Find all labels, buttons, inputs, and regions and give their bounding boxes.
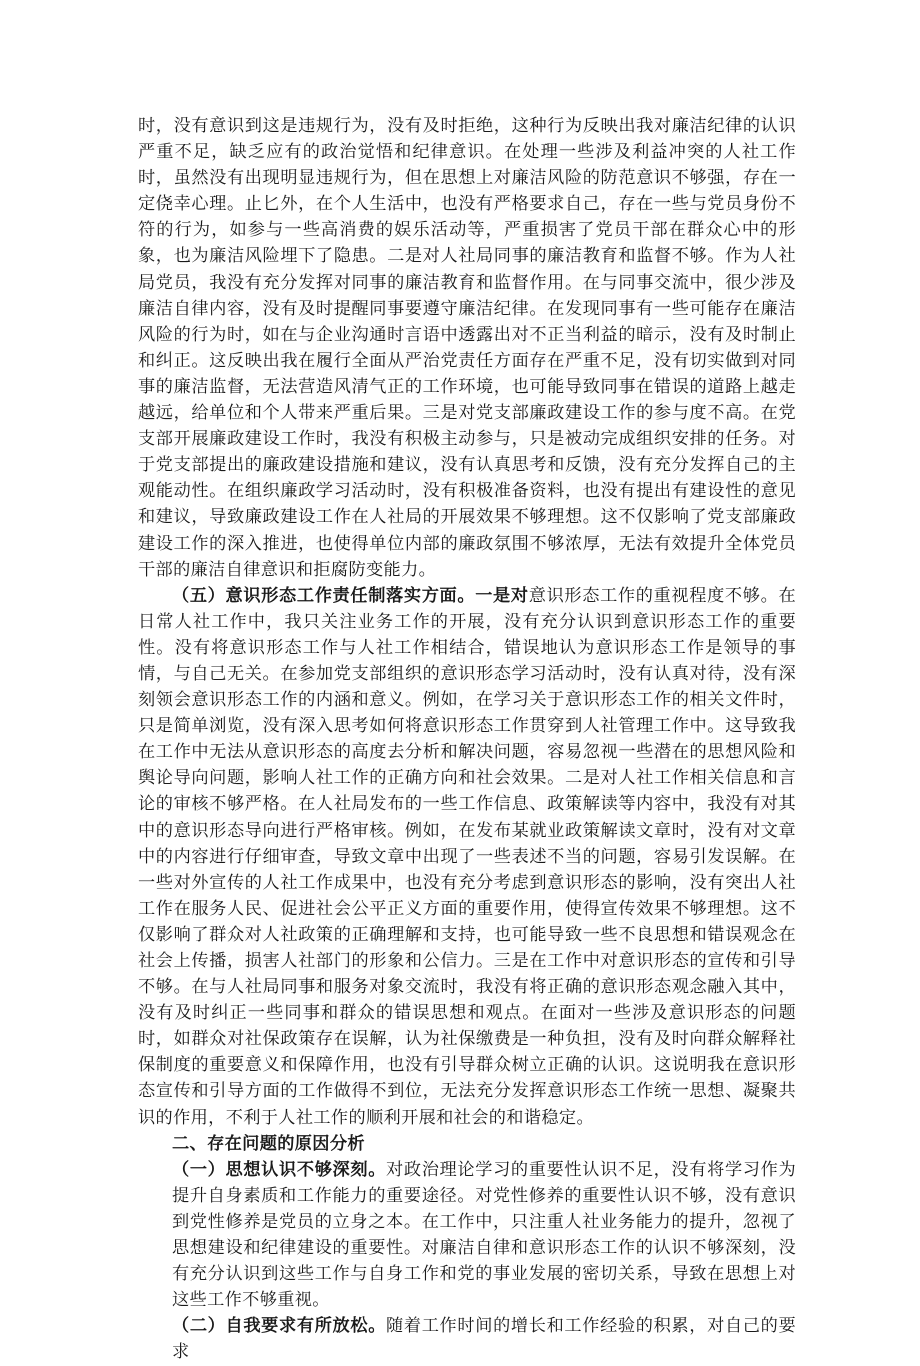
paragraph-ideology-responsibility [138,583,796,1131]
document-page [138,113,796,1366]
paragraph-discipline-continued: 时，没有意识到这是违规行为，没有及时拒绝，这种行为反映出我对廉洁纪律的认识严重不足，缺乏应有的政治觉悟和纪律意识。在处理一些涉及利益冲突的人社工作时，虽然没有出现明显违规行为，但在思想上对廉洁风险的防范意识不够强，存在一定侥幸心理。止匕外，在个人生活中，也没有严格要求自己，存在一些与党员身份不符的行为，如参与一些高消费的娱乐活动等，严重损害了党员干部在群众心中的形象，也为廉洁风险埋下了隐患。二是对人社局同事的廉洁教育和监督不够。作为人社局党员，我没有充分发挥对同事的廉洁教育和监督作用。在与同事交流中，很少涉及廉洁自律内容，没有及时提醒同事要遵守廉洁纪律。在发现同事有一些可能存在廉洁风险的行为时，如在与企业沟通时言语中透露出对不正当利益的暗示，没有及时制止和纠正。这反映出我在履行全面从严治党责任方面存在严重不足，没有切实做到对同事的廉洁监督，无法营造风清气正的工作环境，也可能导致同事在错误的道路上越走越远，给单位和个人带来严重后果。三是对党支部廉政建设工作的参与度不高。在党支部开展廉政建设工作时，我没有积极主动参与，只是被动完成组织安排的任务。对于党支部提出的廉政建设措施和建议，没有认真思考和反馈，没有充分发挥自己的主观能动性。在组织廉政学习活动时，没有积极准备资料，也没有提出有建设性的意见和建议，导致廉政建设工作在人社局的开展效果不够理想。这不仅影响了党支部廉政建设工作的深入推进，也使得单位内部的廉政氛围不够浓厚，无法有效提升全体党员干部的廉洁自律意识和拒腐防变能力。 [138,116,796,580]
section-heading-two: （二）自我要求有所放松。 [172,1316,387,1337]
paragraph-ideology-text: 意识形态工作的重视程度不够。在日常人社工作中，我只关注业务工作的开展，没有充分认识到意识形态工作的重要性。没有将意识形态工作与人社工作相结合，错误地认为意识形态工作是领导的事情，与自己无关。在参加党支部组织的意识形态学习活动时，没有认真对待，没有深刻领会意识形态工作的内涵和意义。例如，在学习关于意识形态工作的相关文件时，只是简单浏览，没有深入思考如何将意识形态工作贯穿到人社管理工作中。这导致我在工作中无法从意识形态的高度去分析和解决问题，容易忽视一些潜在的思想风险和舆论导向问题，影响人社工作的正确方向和社会效果。二是对人社工作相关信息和言论的审核不够严格。在人社局发布的一些工作信息、政策解读等内容中，我没有对其中的意识形态导向进行严格审核。例如，在发布某就业政策解读文章时，没有对文章中的内容进行仔细审查，导致文章中出现了一些表述不当的问题，容易引发误解。在一些对外宣传的人社工作成果中，也没有充分考虑到意识形态的影响，没有突出人社工作在服务人民、促进社会公平正义方面的重要作用，使得宣传效果不够理想。这不仅影响了群众对人社政策的正确理解和支持，也可能导致一些不良思想和错误观念在社会上传播，损害人社部门的形象和公信力。三是在工作中对意识形态的宣传和引导不够。在与人社局同事和服务对象交流时，我没有将正确的意识形态观念融入其中，没有及时纠正一些同事和群众的错误思想和观点。在面对一些涉及意识形态的问题时，如群众对社保政策存在误解，认为社保缴费是一种负担，没有及时向群众解释社保制度的重要意义和保障作用，也没有引导群众树立正确的认识。这说明我在意识形态宣传和引导方面的工作做得不到位，无法充分发挥意识形态工作统一思想、凝聚共识的作用，不利于人社工作的顺利开展和社会的和谐稳定。 [138,585,796,1128]
paragraph-self-discipline-text: 随着工作时间的增长和工作经验的积累，对自己的要求 [172,1316,796,1363]
section-heading-five: （五）意识形态工作责任制落实方面。一是对 [172,585,529,606]
paragraph-ideological-awareness [138,1157,796,1314]
section-heading-one: （一）思想认识不够深刻。 [172,1159,387,1180]
paragraph-awareness-text: 对政治理论学习的重要性认识不足，没有将学习作为提升自身素质和工作能力的重要途径。对党性修养的重要性认识不够，没有意识到党性修养是党员的立身之本。在工作中，只注重人社业务能力的提升，忽视了思想建设和纪律建设的重要性。对廉洁自律和意识形态工作的认识不够深刻，没有充分认识到这些工作与自身工作和党的事业发展的密切关系，导致在思想上对这些工作不够重视。 [172,1159,796,1311]
chapter-heading-cause-analysis: 二、存在问题的原因分析 [172,1133,365,1154]
paragraph-self-discipline [138,1313,796,1365]
